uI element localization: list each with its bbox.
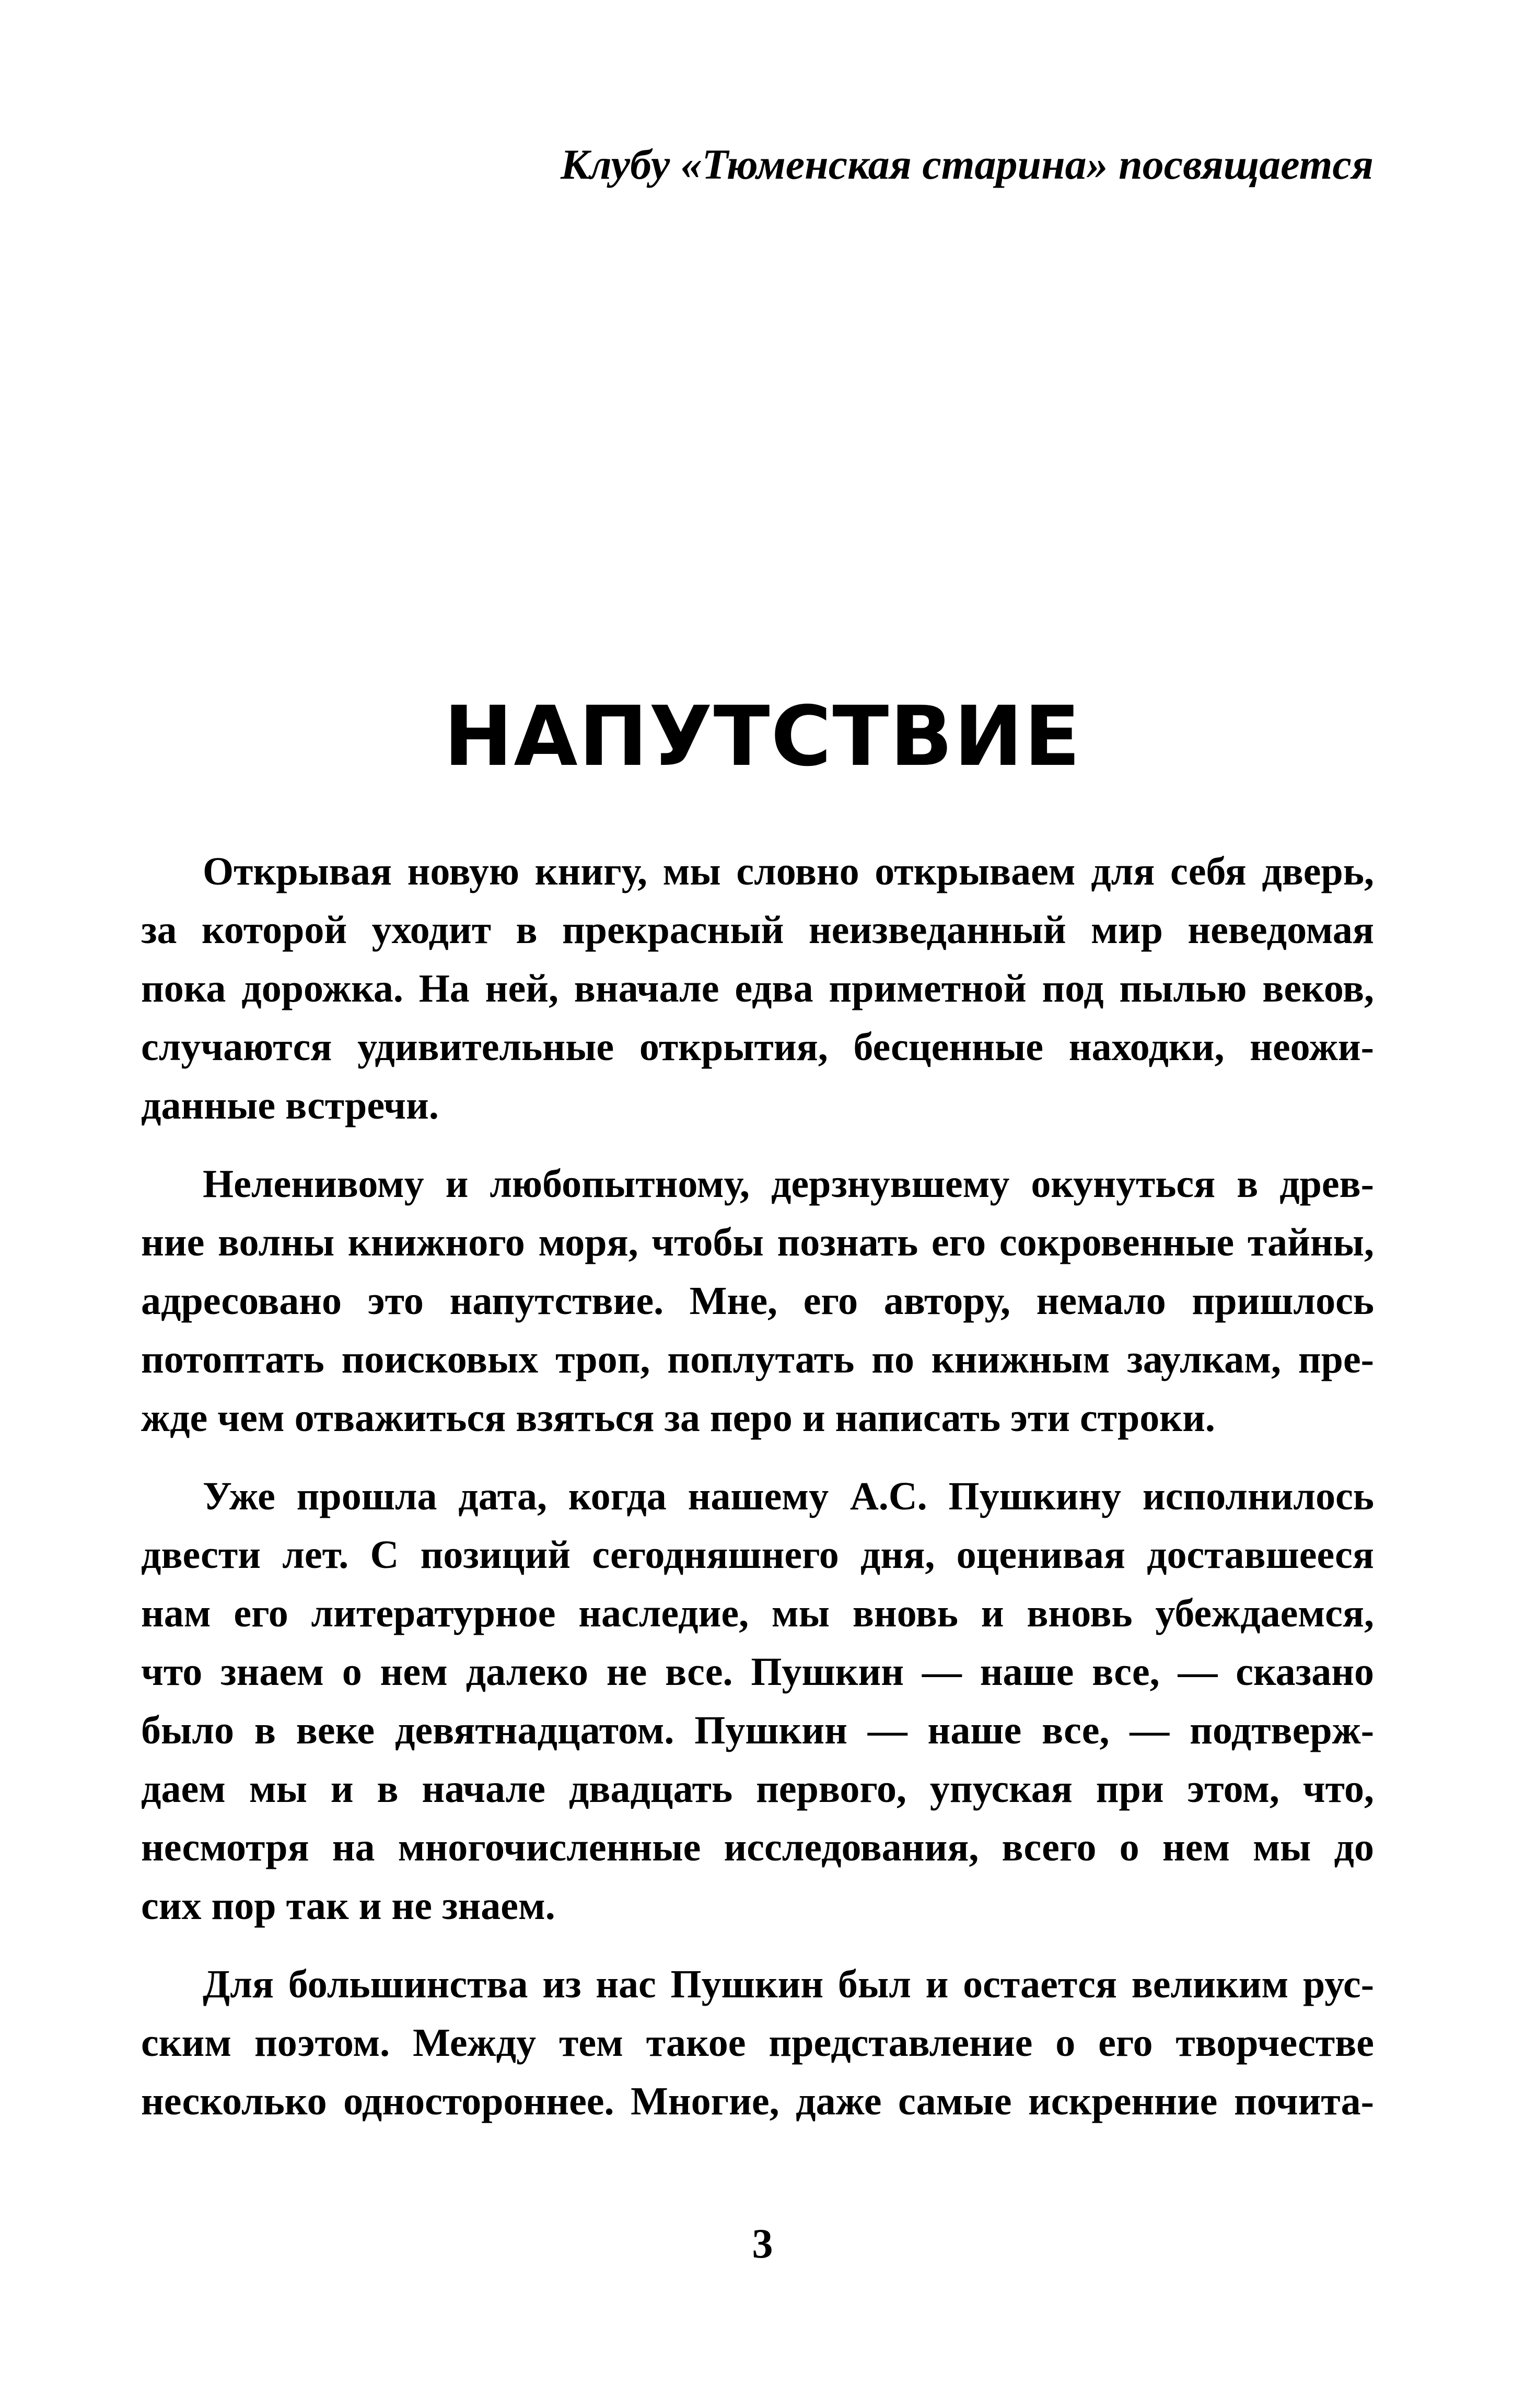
text-line: случаются удивительные открытия, бесценные находки, неожи- [141, 1025, 1374, 1069]
text-line: двести лет. С позиций сегодняшнего дня, оценивая доставшееся [141, 1533, 1374, 1577]
dedication: Клубу «Тюменская старина» посвящается [561, 141, 1373, 188]
text-line: ние волны книжного моря, чтобы познать его сокровенные тайны, [141, 1220, 1374, 1264]
text-line: было в веке девятнадцатом. Пушкин — наше все, — подтверж- [141, 1708, 1374, 1752]
paragraph [141, 1155, 1374, 1447]
text-line: несколько одностороннее. Многие, даже самые искренние почита- [141, 2079, 1374, 2123]
text-line: пока дорожка. На ней, вначале едва приметной под пылью веков, [141, 967, 1374, 1010]
text-line: данные встречи. [141, 1084, 439, 1127]
paragraph [141, 1467, 1374, 1935]
page-number: 3 [752, 2221, 773, 2267]
text-line: что знаем о нем далеко не все. Пушкин — наше все, — сказано [141, 1650, 1374, 1694]
body-text [141, 842, 1374, 2150]
text-line: Неленивому и любопытному, дерзнувшему окунуться в древ- [203, 1162, 1374, 1206]
text-line: сих пор так и не знаем. [141, 1884, 555, 1928]
paragraph [141, 1955, 1374, 2131]
text-line: нам его литературное наследие, мы вновь и вновь убеждаемся, [141, 1591, 1374, 1635]
text-line: даем мы и в начале двадцать первого, упуская при этом, что, [141, 1767, 1374, 1811]
text-line: за которой уходит в прекрасный неизведанный мир неведомая [141, 908, 1374, 952]
paragraph [141, 842, 1374, 1135]
text-line: ским поэтом. Между тем такое представление о его творчестве [141, 2021, 1374, 2065]
text-line: адресовано это напутствие. Мне, его автору, немало пришлось [141, 1279, 1374, 1323]
text-line: Уже прошла дата, когда нашему А.С. Пушкину исполнилось [203, 1474, 1374, 1518]
text-line: потоптать поисковых троп, поплутать по книжным заулкам, пре- [141, 1337, 1374, 1381]
text-line: Открывая новую книгу, мы словно открываем для себя дверь, [203, 850, 1374, 893]
text-line: жде чем отважиться взяться за перо и написать эти строки. [141, 1396, 1215, 1440]
text-line: несмотря на многочисленные исследования, всего о нем мы до [141, 1825, 1374, 1869]
text-line: Для большинства из нас Пушкин был и остается великим рус- [203, 1962, 1374, 2006]
chapter-title: НАПУТСТВИЕ [444, 689, 1081, 785]
